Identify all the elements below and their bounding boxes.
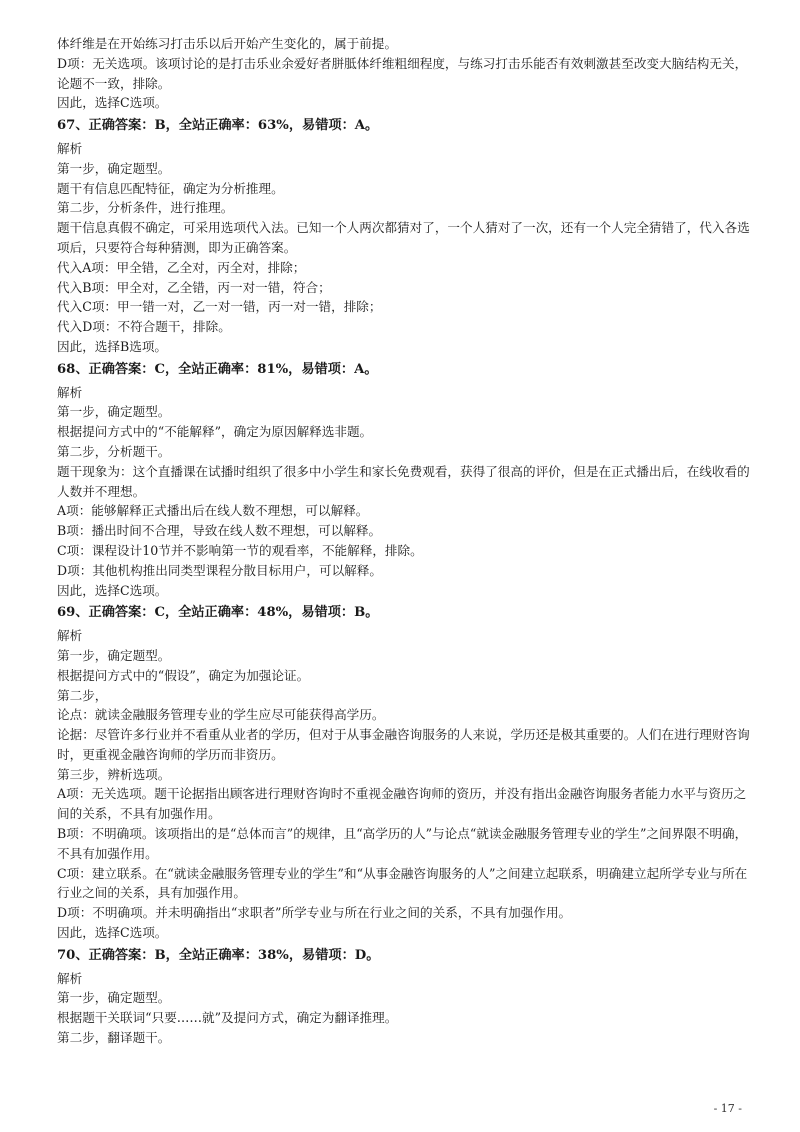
- answer-heading: 67、正确答案：B，全站正确率：63%，易错项：A。: [57, 118, 379, 134]
- text-line: 代入C项：甲一错一对，乙一对一错，丙一对一错，排除；: [57, 299, 382, 315]
- text-line: A项：能够解释正式播出后在线人数不理想，可以解释。: [57, 503, 369, 519]
- text-line: 题干有信息匹配特征，确定为分析推理。: [57, 180, 284, 196]
- answer-heading: 69、正确答案：C，全站正确率：48%，易错项：B。: [57, 605, 379, 621]
- text-line: 题干现象为：这个直播课在试播时组织了很多中小学生和家长免费观看，获得了很高的评价，但是在正式播出后，在线收看的人数并不理想。: [57, 463, 750, 499]
- section-label: 解析: [57, 970, 83, 986]
- text-line: 第二步，翻译题干。: [57, 1030, 171, 1046]
- text-line: 第一步，确定题型。: [57, 404, 171, 420]
- text-line: 论点：就读金融服务管理专业的学生应尽可能获得高学历。: [57, 707, 385, 723]
- text-line: 第二步，分析题干。: [57, 443, 171, 459]
- text-line: 根据提问方式中的“不能解释”，确定为原因解释选非题。: [57, 424, 373, 440]
- text-line: 第一步，确定题型。: [57, 647, 171, 663]
- answer-heading: 70、正确答案：B，全站正确率：38%，易错项：D。: [57, 947, 380, 963]
- text-line: A项：无关选项。题干论据指出顾客进行理财咨询时不重视金融咨询师的资历，并没有指出金融咨询服务者能力水平与资历之间的关系，不具有加强作用。: [57, 786, 747, 822]
- text-line: 第一步，确定题型。: [57, 160, 171, 176]
- page-number: - 17 -: [713, 1102, 742, 1115]
- text-line: D项：其他机构推出同类型课程分散目标用户，可以解释。: [57, 562, 382, 578]
- document-body: [57, 34, 757, 1048]
- text-line: C项：建立联系。在“就读金融服务管理专业的学生”和“从事金融咨询服务的人”之间建立起联系，明确建立起所学专业与所在行业之间的关系，具有加强作用。: [57, 865, 748, 901]
- text-line: 代入B项：甲全对，乙全错，丙一对一错，符合；: [57, 279, 331, 295]
- text-line: D项：无关选项。该项讨论的是打击乐业余爱好者胼胝体纤维粗细程度，与练习打击乐能否有效刺激甚至改变大脑结构无关，论题不一致，排除。: [57, 55, 748, 91]
- text-line: 因此，选择C选项。: [57, 582, 168, 598]
- text-line: 体纤维是在开始练习打击乐以后开始产生变化的，属于前提。: [57, 36, 398, 51]
- section-label: 解析: [57, 140, 83, 156]
- text-line: 因此，选择C选项。: [57, 95, 168, 111]
- text-line: 第二步，: [57, 687, 108, 703]
- answer-heading: 68、正确答案：C，全站正确率：81%，易错项：A。: [57, 361, 378, 377]
- text-line: B项：不明确项。该项指出的是“总体而言”的规律，且“高学历的人”与论点“就读金融服务管理专业的学生”之间界限不明确，不具有加强作用。: [57, 826, 748, 861]
- text-line: 第三步，辨析选项。: [57, 766, 171, 782]
- text-line: 论据：尽管许多行业并不看重从业者的学历，但对于从事金融咨询服务的人来说，学历还是极其重要的。人们在进行理财咨询时，更重视金融咨询师的学历而非资历。: [57, 727, 750, 762]
- text-line: B项：播出时间不合理，导致在线人数不理想，可以解释。: [57, 523, 382, 539]
- text-line: C项：课程设计10节并不影响第一节的观看率，不能解释，排除。: [57, 542, 423, 558]
- section-label: 解析: [57, 628, 83, 644]
- text-line: 题干信息真假不确定，可采用选项代入法。已知一个人两次都猜对了，一个人猜对了一次，还有一个人完全猜错了，代入各选项后，只要符合每种猜测，即为正确答案。: [57, 220, 750, 255]
- text-line: 代入D项：不符合题干，排除。: [57, 319, 231, 335]
- section-label: 解析: [57, 384, 83, 400]
- text-line: 第一步，确定题型。: [57, 990, 171, 1006]
- text-line: 根据提问方式中的“假设”，确定为加强论证。: [57, 667, 310, 683]
- text-line: 根据题干关联词“只要……就”及提问方式，确定为翻译推理。: [57, 1010, 398, 1026]
- text-line: 因此，选择C选项。: [57, 925, 168, 941]
- text-line: 第二步，分析条件，进行推理。: [57, 200, 234, 216]
- text-line: 因此，选择B选项。: [57, 338, 168, 354]
- text-line: 代入A项：甲全错，乙全对，丙全对，排除；: [57, 259, 306, 275]
- text-line: D项：不明确项。并未明确指出“求职者”所学专业与所在行业之间的关系，不具有加强作用。: [57, 905, 572, 921]
